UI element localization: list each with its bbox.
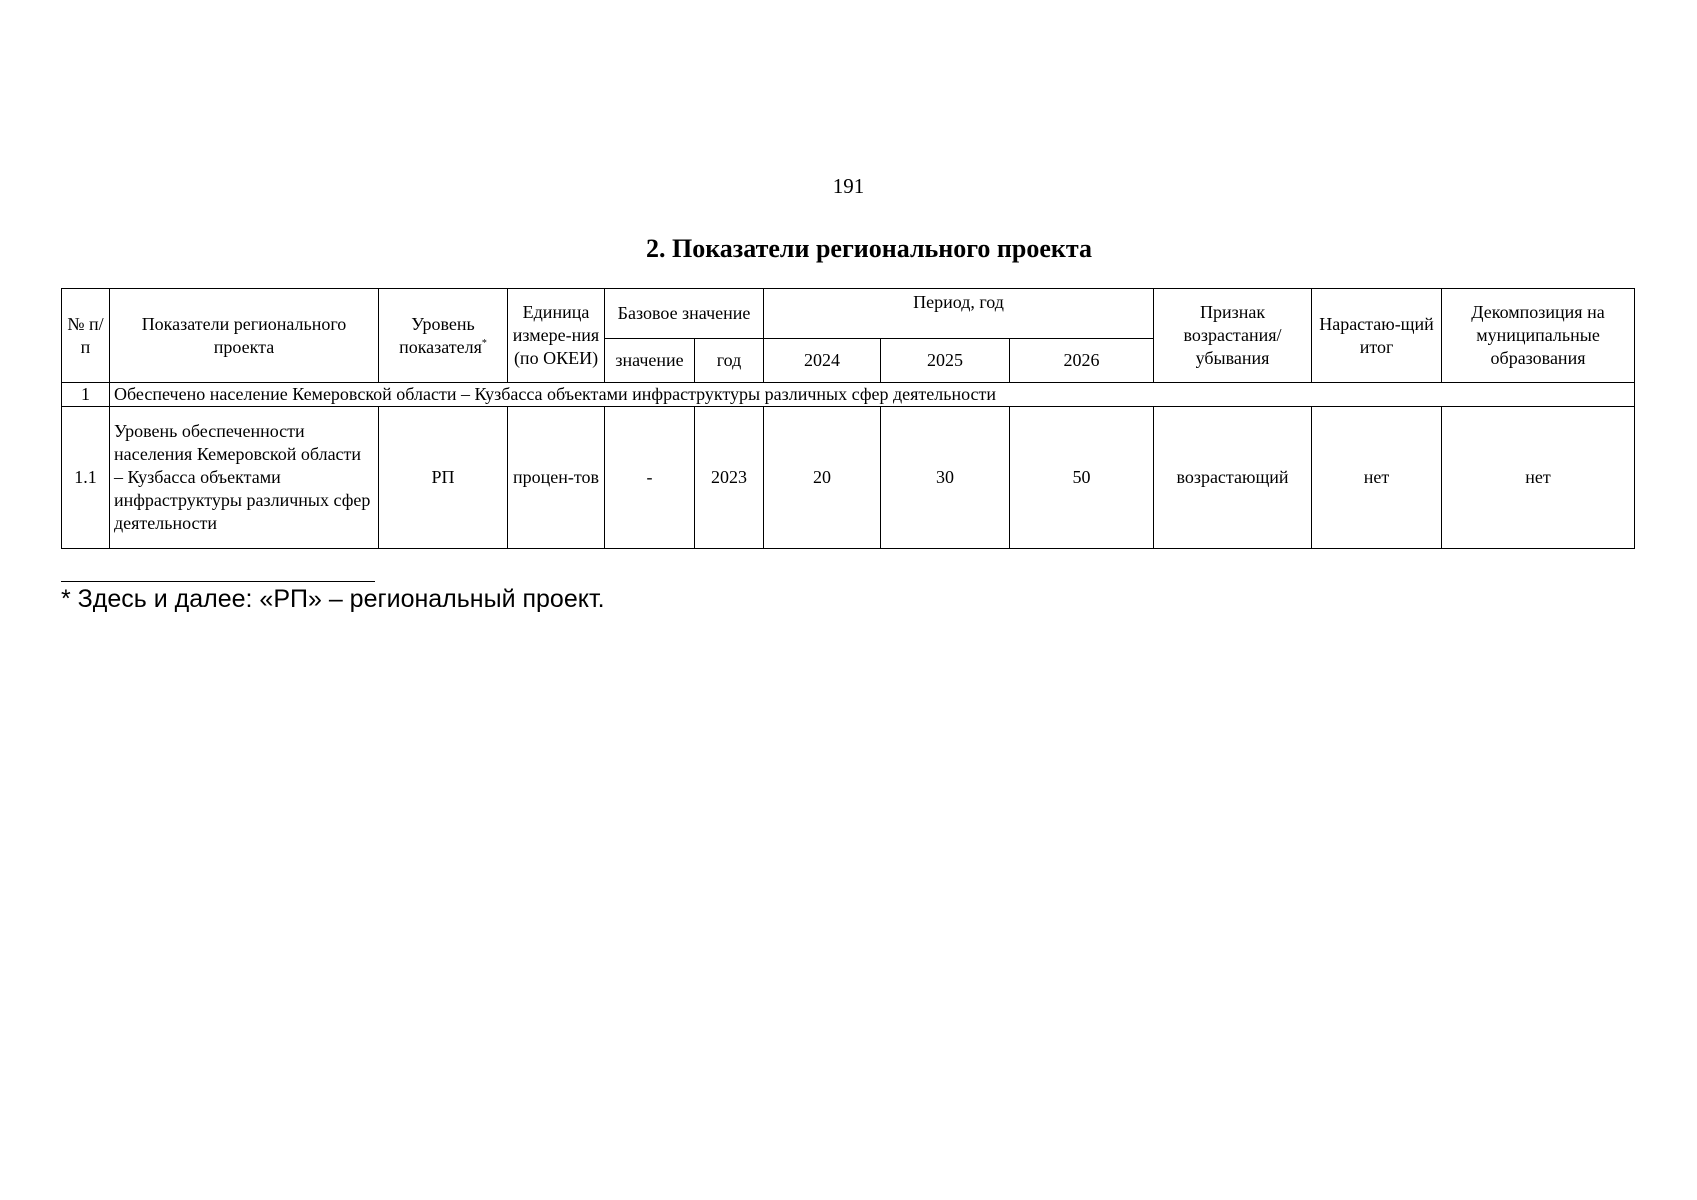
- header-base-value: значение: [605, 339, 695, 383]
- row-value-2026: 50: [1010, 407, 1154, 549]
- header-trend: Признак возрастания/ убывания: [1154, 289, 1312, 383]
- header-level-footnote-marker: *: [481, 337, 487, 349]
- row-base-year: 2023: [695, 407, 764, 549]
- header-base: Базовое значение: [605, 289, 764, 339]
- header-level: [379, 289, 508, 383]
- group-title: Обеспечено население Кемеровской области – Кузбасса объектами инфраструктуры различных сфер деятельности: [110, 383, 1635, 407]
- table-row: [62, 407, 1635, 549]
- header-year-2024: 2024: [764, 339, 881, 383]
- row-decomposition: нет: [1442, 407, 1635, 549]
- header-year-2026: 2026: [1010, 339, 1154, 383]
- header-unit: Единица измере-ния (по ОКЕИ): [508, 289, 605, 383]
- header-cumulative: Нарастаю-щий итог: [1312, 289, 1442, 383]
- header-row-top: [62, 289, 1635, 339]
- row-level: РП: [379, 407, 508, 549]
- row-unit: процен-тов: [508, 407, 605, 549]
- footnote: * Здесь и далее: «РП» – региональный проект.: [61, 585, 605, 613]
- row-value-2025: 30: [881, 407, 1010, 549]
- row-base-value: -: [605, 407, 695, 549]
- header-decomposition: Декомпозиция на муниципальные образования: [1442, 289, 1635, 383]
- header-period: Период, год: [764, 289, 1154, 339]
- header-num: № п/п: [62, 289, 110, 383]
- header-indicator: Показатели регионального проекта: [110, 289, 379, 383]
- section-title: 2. Показатели регионального проекта: [646, 234, 1092, 263]
- row-cumulative: нет: [1312, 407, 1442, 549]
- row-indicator: Уровень обеспеченности населения Кемеровской области – Кузбасса объектами инфраструктуры различных сфер деятельности: [110, 407, 379, 549]
- group-num: 1: [62, 383, 110, 407]
- footnote-divider: [61, 581, 375, 582]
- header-level-label: Уровень показателя: [399, 313, 482, 357]
- header-base-year: год: [695, 339, 764, 383]
- page-number: 191: [832, 174, 865, 198]
- row-trend: возрастающий: [1154, 407, 1312, 549]
- group-row: [62, 383, 1635, 407]
- indicators-table: [61, 288, 1635, 549]
- row-num: 1.1: [62, 407, 110, 549]
- row-value-2024: 20: [764, 407, 881, 549]
- header-year-2025: 2025: [881, 339, 1010, 383]
